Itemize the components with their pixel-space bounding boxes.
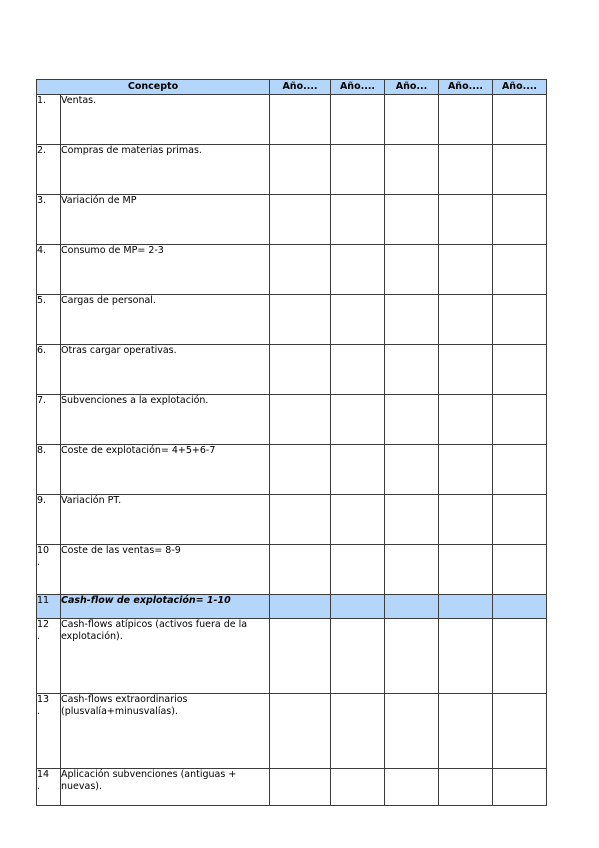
year-1-cell[interactable]	[270, 545, 331, 595]
year-4-cell[interactable]	[439, 445, 493, 495]
year-3-cell[interactable]	[385, 295, 439, 345]
year-4-cell[interactable]	[439, 769, 493, 806]
year-5-cell[interactable]	[493, 395, 547, 445]
year-3-cell[interactable]	[385, 595, 439, 619]
row-number: 7.	[37, 395, 61, 445]
year-1-cell[interactable]	[270, 495, 331, 545]
table-row	[37, 595, 547, 619]
header-year-5: Año....	[493, 80, 547, 95]
year-3-cell[interactable]	[385, 245, 439, 295]
year-1-cell[interactable]	[270, 694, 331, 769]
year-2-cell[interactable]	[331, 545, 385, 595]
cash-flow-sheet	[36, 79, 546, 806]
year-5-cell[interactable]	[493, 145, 547, 195]
row-number: 2.	[37, 145, 61, 195]
year-1-cell[interactable]	[270, 145, 331, 195]
row-number: 9.	[37, 495, 61, 545]
year-4-cell[interactable]	[439, 495, 493, 545]
year-1-cell[interactable]	[270, 245, 331, 295]
table-row	[37, 295, 547, 345]
year-1-cell[interactable]	[270, 195, 331, 245]
year-2-cell[interactable]	[331, 495, 385, 545]
cash-flow-table	[36, 79, 547, 806]
table-row	[37, 769, 547, 806]
row-concept: Coste de explotación= 4+5+6-7	[61, 445, 270, 495]
year-2-cell[interactable]	[331, 769, 385, 806]
year-3-cell[interactable]	[385, 145, 439, 195]
row-concept: Otras cargar operativas.	[61, 345, 270, 395]
row-number: 10 .	[37, 545, 61, 595]
row-concept: Coste de las ventas= 8-9	[61, 545, 270, 595]
row-concept: Cash-flows extraordinarios (plusvalía+minusvalías).	[61, 694, 270, 769]
table-row	[37, 694, 547, 769]
header-year-1: Año....	[270, 80, 331, 95]
year-1-cell[interactable]	[270, 595, 331, 619]
table-row	[37, 545, 547, 595]
year-2-cell[interactable]	[331, 395, 385, 445]
year-4-cell[interactable]	[439, 145, 493, 195]
year-4-cell[interactable]	[439, 395, 493, 445]
year-3-cell[interactable]	[385, 95, 439, 145]
year-5-cell[interactable]	[493, 295, 547, 345]
row-number: 14 .	[37, 769, 61, 806]
row-concept: Cargas de personal.	[61, 295, 270, 345]
row-number: 13 .	[37, 694, 61, 769]
row-number: 3.	[37, 195, 61, 245]
year-4-cell[interactable]	[439, 95, 493, 145]
year-5-cell[interactable]	[493, 545, 547, 595]
year-3-cell[interactable]	[385, 769, 439, 806]
table-row	[37, 445, 547, 495]
year-3-cell[interactable]	[385, 395, 439, 445]
year-2-cell[interactable]	[331, 245, 385, 295]
year-2-cell[interactable]	[331, 295, 385, 345]
year-1-cell[interactable]	[270, 769, 331, 806]
year-4-cell[interactable]	[439, 694, 493, 769]
year-5-cell[interactable]	[493, 619, 547, 694]
table-row	[37, 345, 547, 395]
year-5-cell[interactable]	[493, 595, 547, 619]
row-concept: Aplicación subvenciones (antiguas + nuevas).	[61, 769, 270, 806]
year-3-cell[interactable]	[385, 545, 439, 595]
year-5-cell[interactable]	[493, 495, 547, 545]
row-number: 4.	[37, 245, 61, 295]
row-number: 6.	[37, 345, 61, 395]
year-3-cell[interactable]	[385, 195, 439, 245]
row-concept: Cash-flow de explotación= 1-10	[61, 595, 270, 619]
year-5-cell[interactable]	[493, 769, 547, 806]
row-number: 11	[37, 595, 61, 619]
year-2-cell[interactable]	[331, 145, 385, 195]
year-4-cell[interactable]	[439, 245, 493, 295]
year-3-cell[interactable]	[385, 495, 439, 545]
year-3-cell[interactable]	[385, 445, 439, 495]
year-4-cell[interactable]	[439, 345, 493, 395]
row-concept: Ventas.	[61, 95, 270, 145]
year-5-cell[interactable]	[493, 445, 547, 495]
year-5-cell[interactable]	[493, 694, 547, 769]
year-5-cell[interactable]	[493, 95, 547, 145]
year-1-cell[interactable]	[270, 395, 331, 445]
table-row	[37, 395, 547, 445]
table-row	[37, 245, 547, 295]
year-2-cell[interactable]	[331, 595, 385, 619]
year-4-cell[interactable]	[439, 619, 493, 694]
year-3-cell[interactable]	[385, 694, 439, 769]
year-1-cell[interactable]	[270, 445, 331, 495]
table-row	[37, 619, 547, 694]
year-2-cell[interactable]	[331, 95, 385, 145]
year-1-cell[interactable]	[270, 619, 331, 694]
year-4-cell[interactable]	[439, 545, 493, 595]
year-2-cell[interactable]	[331, 619, 385, 694]
row-number: 8.	[37, 445, 61, 495]
year-3-cell[interactable]	[385, 345, 439, 395]
year-5-cell[interactable]	[493, 345, 547, 395]
table-row	[37, 195, 547, 245]
table-row	[37, 495, 547, 545]
row-concept: Subvenciones a la explotación.	[61, 395, 270, 445]
year-4-cell[interactable]	[439, 195, 493, 245]
row-number: 1.	[37, 95, 61, 145]
year-5-cell[interactable]	[493, 195, 547, 245]
year-2-cell[interactable]	[331, 345, 385, 395]
year-2-cell[interactable]	[331, 694, 385, 769]
row-number: 5.	[37, 295, 61, 345]
header-row	[37, 80, 547, 95]
header-year-3: Año...	[385, 80, 439, 95]
year-2-cell[interactable]	[331, 195, 385, 245]
year-5-cell[interactable]	[493, 245, 547, 295]
year-1-cell[interactable]	[270, 95, 331, 145]
year-4-cell[interactable]	[439, 295, 493, 345]
header-year-4: Año....	[439, 80, 493, 95]
row-concept: Variación PT.	[61, 495, 270, 545]
year-4-cell[interactable]	[439, 595, 493, 619]
row-concept: Compras de materias primas.	[61, 145, 270, 195]
table-row	[37, 95, 547, 145]
year-2-cell[interactable]	[331, 445, 385, 495]
row-concept: Consumo de MP= 2-3	[61, 245, 270, 295]
year-1-cell[interactable]	[270, 295, 331, 345]
header-year-2: Año....	[331, 80, 385, 95]
row-number: 12 .	[37, 619, 61, 694]
table-row	[37, 145, 547, 195]
year-3-cell[interactable]	[385, 619, 439, 694]
year-1-cell[interactable]	[270, 345, 331, 395]
row-concept: Variación de MP	[61, 195, 270, 245]
row-concept: Cash-flows atípicos (activos fuera de la explotación).	[61, 619, 270, 694]
header-concepto: Concepto	[37, 80, 270, 95]
